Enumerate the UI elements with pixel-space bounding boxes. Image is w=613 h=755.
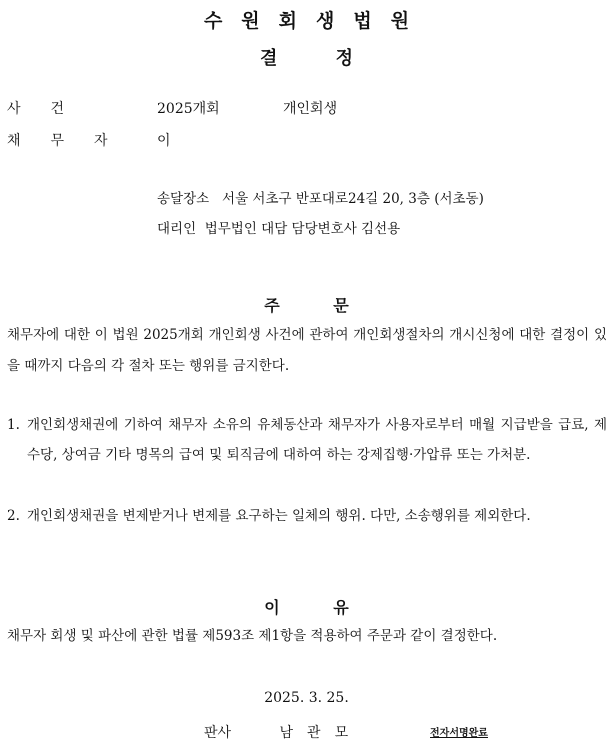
order-intro: 채무자에 대한 이 법원 2025개회 개인회생 사건에 관하여 개인회생절차의 개시신청에 대한 결정이 있을 때까지 다음의 각 절차 또는 행위를 금지한다. xyxy=(7,327,607,374)
service-address-label: 송달장소 xyxy=(157,191,210,207)
service-address-value: 서울 서초구 반포대로24길 20, 3층 (서초동) xyxy=(222,191,484,207)
service-agent xyxy=(157,217,400,237)
case-label: 사건 xyxy=(7,101,95,117)
e-signature-mark: 전자서명완료 xyxy=(430,728,488,739)
order-item-2 xyxy=(7,501,607,561)
order-item-number: 1. xyxy=(7,417,20,433)
decision-date: 2025. 3. 25. xyxy=(264,690,349,706)
service-agent-value: 법무법인 대담 담당변호사 김선용 xyxy=(204,221,401,237)
order-item-text: 개인회생채권에 기하여 채무자 소유의 유체동산과 채무자가 사용자로부터 매월 지급받을 급료, 제수당, 상여금 기타 명목의 급여 및 퇴직금에 대하여 하는 강제집행·가압류 또는 가처분. xyxy=(27,417,607,463)
case-number: 2025개회 xyxy=(157,101,220,117)
reason-heading: 이 유 xyxy=(264,598,349,617)
court-name: 수원회생법원 xyxy=(203,10,429,32)
judge-signature-line xyxy=(204,722,362,742)
judge-name: 남관모 xyxy=(279,725,363,741)
debtor-label: 채무자 xyxy=(7,133,138,149)
case-type: 개인회생 xyxy=(283,101,338,117)
judge-title: 판사 xyxy=(204,725,232,741)
service-address xyxy=(157,187,484,207)
order-item-text: 개인회생채권을 변제받거나 변제를 요구하는 일체의 행위. 다만, 소송행위를 제외한다. xyxy=(27,508,531,524)
order-item-1 xyxy=(7,410,607,502)
document-title: 결 정 xyxy=(259,48,354,69)
debtor-name: 이 xyxy=(157,133,171,149)
reason-text: 채무자 회생 및 파산에 관한 법률 제593조 제1항을 적용하여 주문과 같이 결정한다. xyxy=(7,628,498,644)
order-heading: 주 문 xyxy=(264,296,349,315)
service-agent-label: 대리인 xyxy=(157,221,197,237)
order-item-number: 2. xyxy=(7,508,20,524)
